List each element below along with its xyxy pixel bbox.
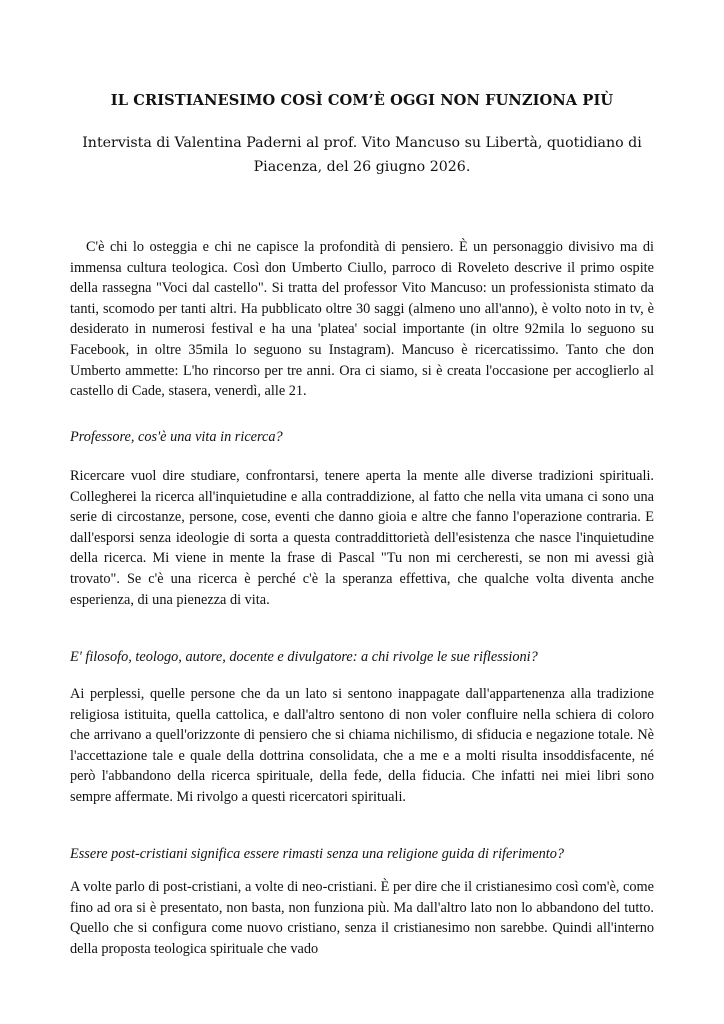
answer-2: Ai perplessi, quelle persone che da un lato si sentono inappagate dall'appartenenza alla tradizione religiosa istituita, quella cattolica, e dall'altro sentono di non voler confluire nella schiera di coloro che arrivano a quell'orizzonte di pensiero che si chiama nichilismo, di sfiducia e negazione totale. Nè l'accettazione tale e quale della dottrina consolidata, che a me e a molti risulta insoddisfacente, né però l'abbandono della ricerca spirituale, della fede, della fiducia. Che infatti nei miei libri sono sempre affermate. Mi rivolgo a questi ricercatori spirituali. (70, 686, 654, 805)
article-subtitle: Intervista di Valentina Paderni al prof. Vito Mancuso su Libertà, quotidiano di Piacenza, del 26 giugno 2026. (82, 135, 642, 175)
question-1: Professore, cos'è una vita in ricerca? (70, 429, 283, 445)
intro-paragraph: C'è chi lo osteggia e chi ne capisce la profondità di pensiero. È un personaggio divisivo ma di immensa cultura teologica. Così don Umberto Ciullo, parroco di Roveleto descrive il primo ospite della rassegna "Voci dal castello". Si tratta del professor Vito Mancuso: un professionista stimato da tanti, scomodo per tanti altri. Ha pubblicato oltre 30 saggi (almeno uno all'anno), è volto noto in tv, è desiderato in numerosi festival e ha una 'platea' social importante (in oltre 92mila lo seguono su Facebook, in oltre 35mila lo seguono su Instagram). Mancuso è ricercatissimo. Tanto che don Umberto ammette: L'ho rincorso per tre anni. Ora ci siamo, si è creata l'occasione per accoglierlo al castello di Cade, stasera, venerdì, alle 21. (70, 239, 654, 400)
answer-1: Ricercare vuol dire studiare, confrontarsi, tenere aperta la mente alle diverse tradizioni spirituali. Collegherei la ricerca all'inquietudine e alla contraddizione, al fatto che nella vita umana ci sono una serie di circostanze, persone, cose, eventi che danno gioia e altre che fanno l'operazione contraria. E dall'esporsi senza ideologie di sorta a questa contraddittorietà dell'esistenza che nasce l'inquietudine della ricerca. Mi viene in mente la frase di Pascal "Tu non mi cercheresti, se non mi avessi già trovato". Se c'è una ricerca è perché c'è la speranza effettiva, che qualche volta diventa anche esperienza, di una pienezza di vita. (70, 468, 654, 608)
question-3: Essere post-cristiani significa essere rimasti senza una religione guida di riferimento? (70, 846, 565, 862)
answer-3: A volte parlo di post-cristiani, a volte di neo-cristiani. È per dire che il cristianesimo così com'è, come fino ad ora si è presentato, non basta, non funziona più. Ma dall'altro lato non lo abbandono del tutto. Quello che si configura come nuovo cristiano, senza il cristianesimo non sarebbe. Quindi all'interno della proposta teologica spirituale che vado (70, 879, 654, 957)
article-title: IL CRISTIANESIMO COSÌ COM’È OGGI NON FUNZIONA PIÙ (110, 92, 614, 109)
question-2: E' filosofo, teologo, autore, docente e divulgatore: a chi rivolge le sue riflessioni? (70, 649, 538, 665)
